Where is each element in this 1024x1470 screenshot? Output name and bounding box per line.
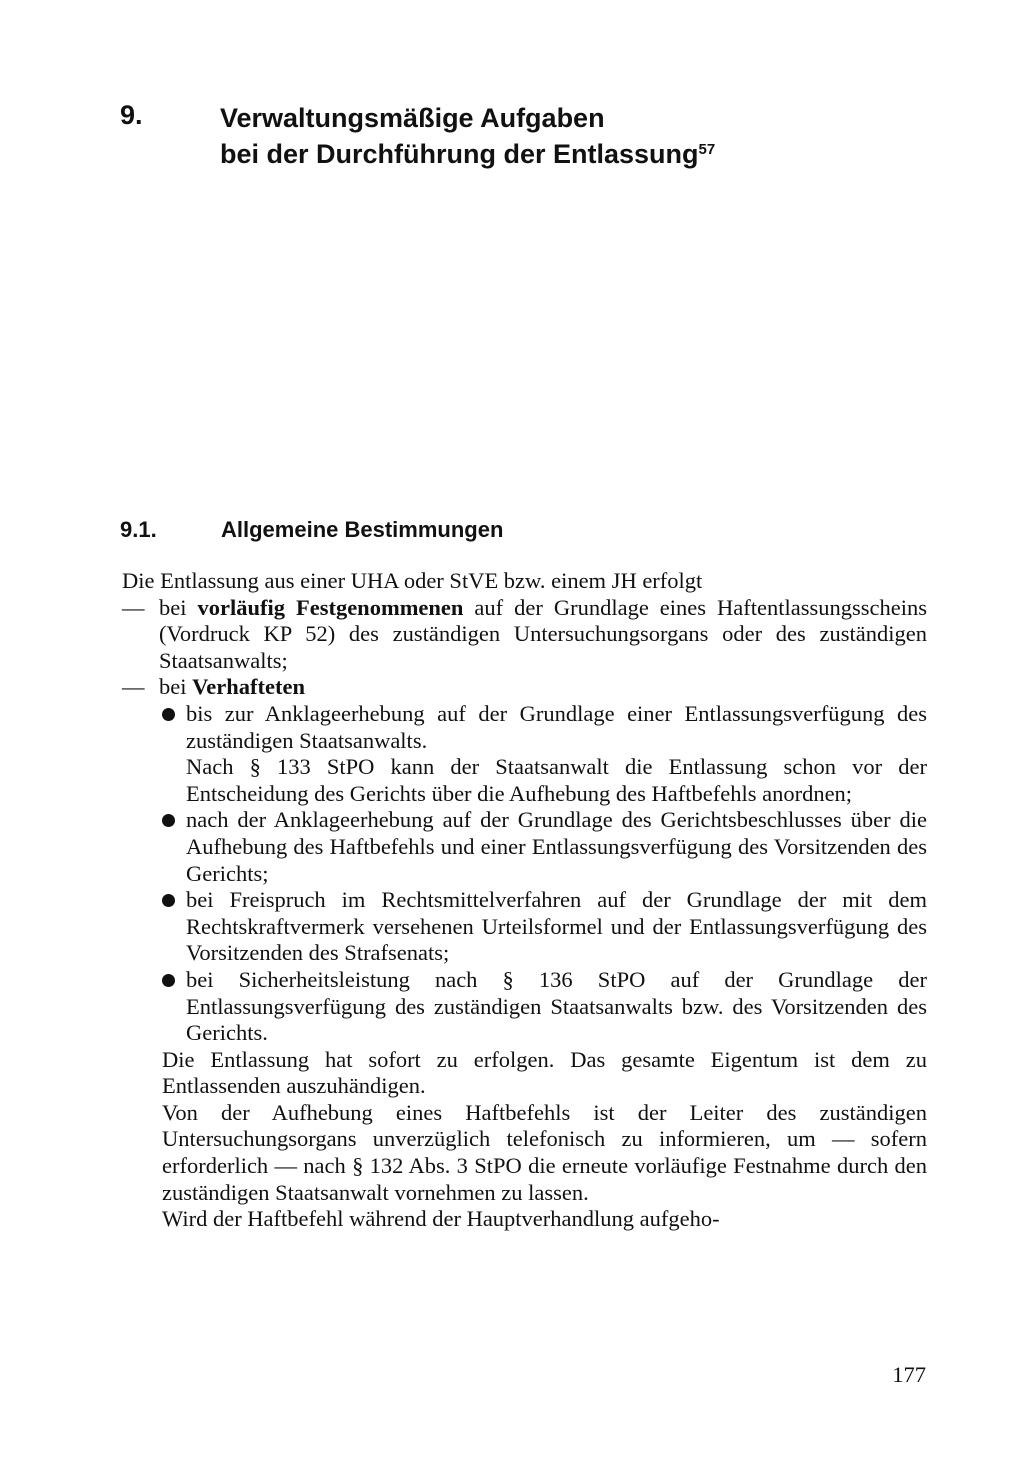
dash-item-bold: vorläufig Festgenommenen	[197, 594, 464, 620]
body-text	[122, 568, 927, 1233]
body-paragraph: Von der Aufhebung eines Haftbefehls ist der Leiter des zuständigen Untersuchungsorgans unverzüglich telefonisch zu informieren, um — sofern erforderlich — nach § 132 Abs. 3 StPO die erneute vorläufige Festnahme durch den zuständigen Staatsanwalt vornehmen zu lassen.	[162, 1099, 927, 1205]
dash-marker: —	[122, 674, 145, 700]
list-item-text: bei Freispruch im Rechtsmittelverfahren auf der Grundlage der mit dem Rechtskraftvermerk versehenen Urteilsformel und der Entlassungsverfügung des Vorsitzenden des Strafsenats;	[186, 887, 927, 966]
dash-item-prefix: bei	[159, 594, 198, 620]
dash-item-festgenommene	[122, 595, 927, 675]
dash-item-prefix: bei	[159, 674, 193, 700]
list-item-text: nach der Anklageerhebung auf der Grundlage des Gerichtsbeschlusses über die Aufhebung des Haftbefehls und einer Entlassungsverfügung des Vorsitzenden des Gerichts;	[186, 807, 927, 886]
list-item	[162, 967, 927, 1047]
body-paragraph: Wird der Haftbefehl während der Hauptverhandlung aufgeho-	[162, 1206, 720, 1232]
list-item	[162, 887, 927, 967]
chapter-title-line-1: Verwaltungsmäßige Aufgaben	[220, 103, 605, 133]
dash-item-verhaftete	[122, 674, 927, 701]
intro-paragraph: Die Entlassung aus einer UHA oder StVE bzw. einem JH erfolgt	[122, 568, 703, 593]
dash-marker: —	[122, 594, 145, 620]
footnote-marker: 57	[698, 141, 716, 158]
list-item-note: Nach § 133 StPO kann der Staatsanwalt die Entlassung schon vor der Entscheidung des Gerichts über die Aufhebung des Haftbefehls anordnen;	[186, 754, 927, 806]
dash-item-text: auf der Grundlage eines Haftentlassungsscheins (Vordruck KP 52) des zuständigen Untersuchungsorgans oder des zuständigen Staatsanwalts;	[159, 594, 927, 673]
list-item-text: bei Sicherheitsleistung nach § 136 StPO auf der Grundlage der Entlassungsverfügung des zuständigen Staatsanwalts bzw. des Vorsitzenden des Gerichts.	[186, 966, 927, 1046]
chapter-title	[220, 100, 715, 172]
list-item	[162, 701, 927, 807]
dash-item-bold: Verhafteten	[192, 674, 306, 700]
chapter-number: 9.	[120, 100, 143, 130]
list-item	[162, 807, 927, 887]
bullet-icon	[162, 814, 175, 827]
body-paragraph: Die Entlassung hat sofort zu erfolgen. Das gesamte Eigentum ist dem zu Entlassenden auszuhändigen.	[162, 1046, 927, 1099]
bullet-icon	[162, 974, 175, 987]
list-item-text: bis zur Anklageerhebung auf der Grundlage einer Entlassungsverfügung des zuständigen Staatsanwalts.	[186, 700, 927, 753]
bullet-icon	[162, 894, 175, 907]
section-title: Allgemeine Bestimmungen	[221, 517, 504, 542]
chapter-title-line-2	[220, 136, 715, 172]
page-number: 177	[892, 1362, 926, 1387]
bullet-list	[122, 701, 927, 1047]
section-number: 9.1.	[120, 517, 157, 542]
chapter-title-line-2-text: bei der Durchführung der Entlassung	[220, 139, 699, 169]
bullet-icon	[162, 708, 175, 721]
